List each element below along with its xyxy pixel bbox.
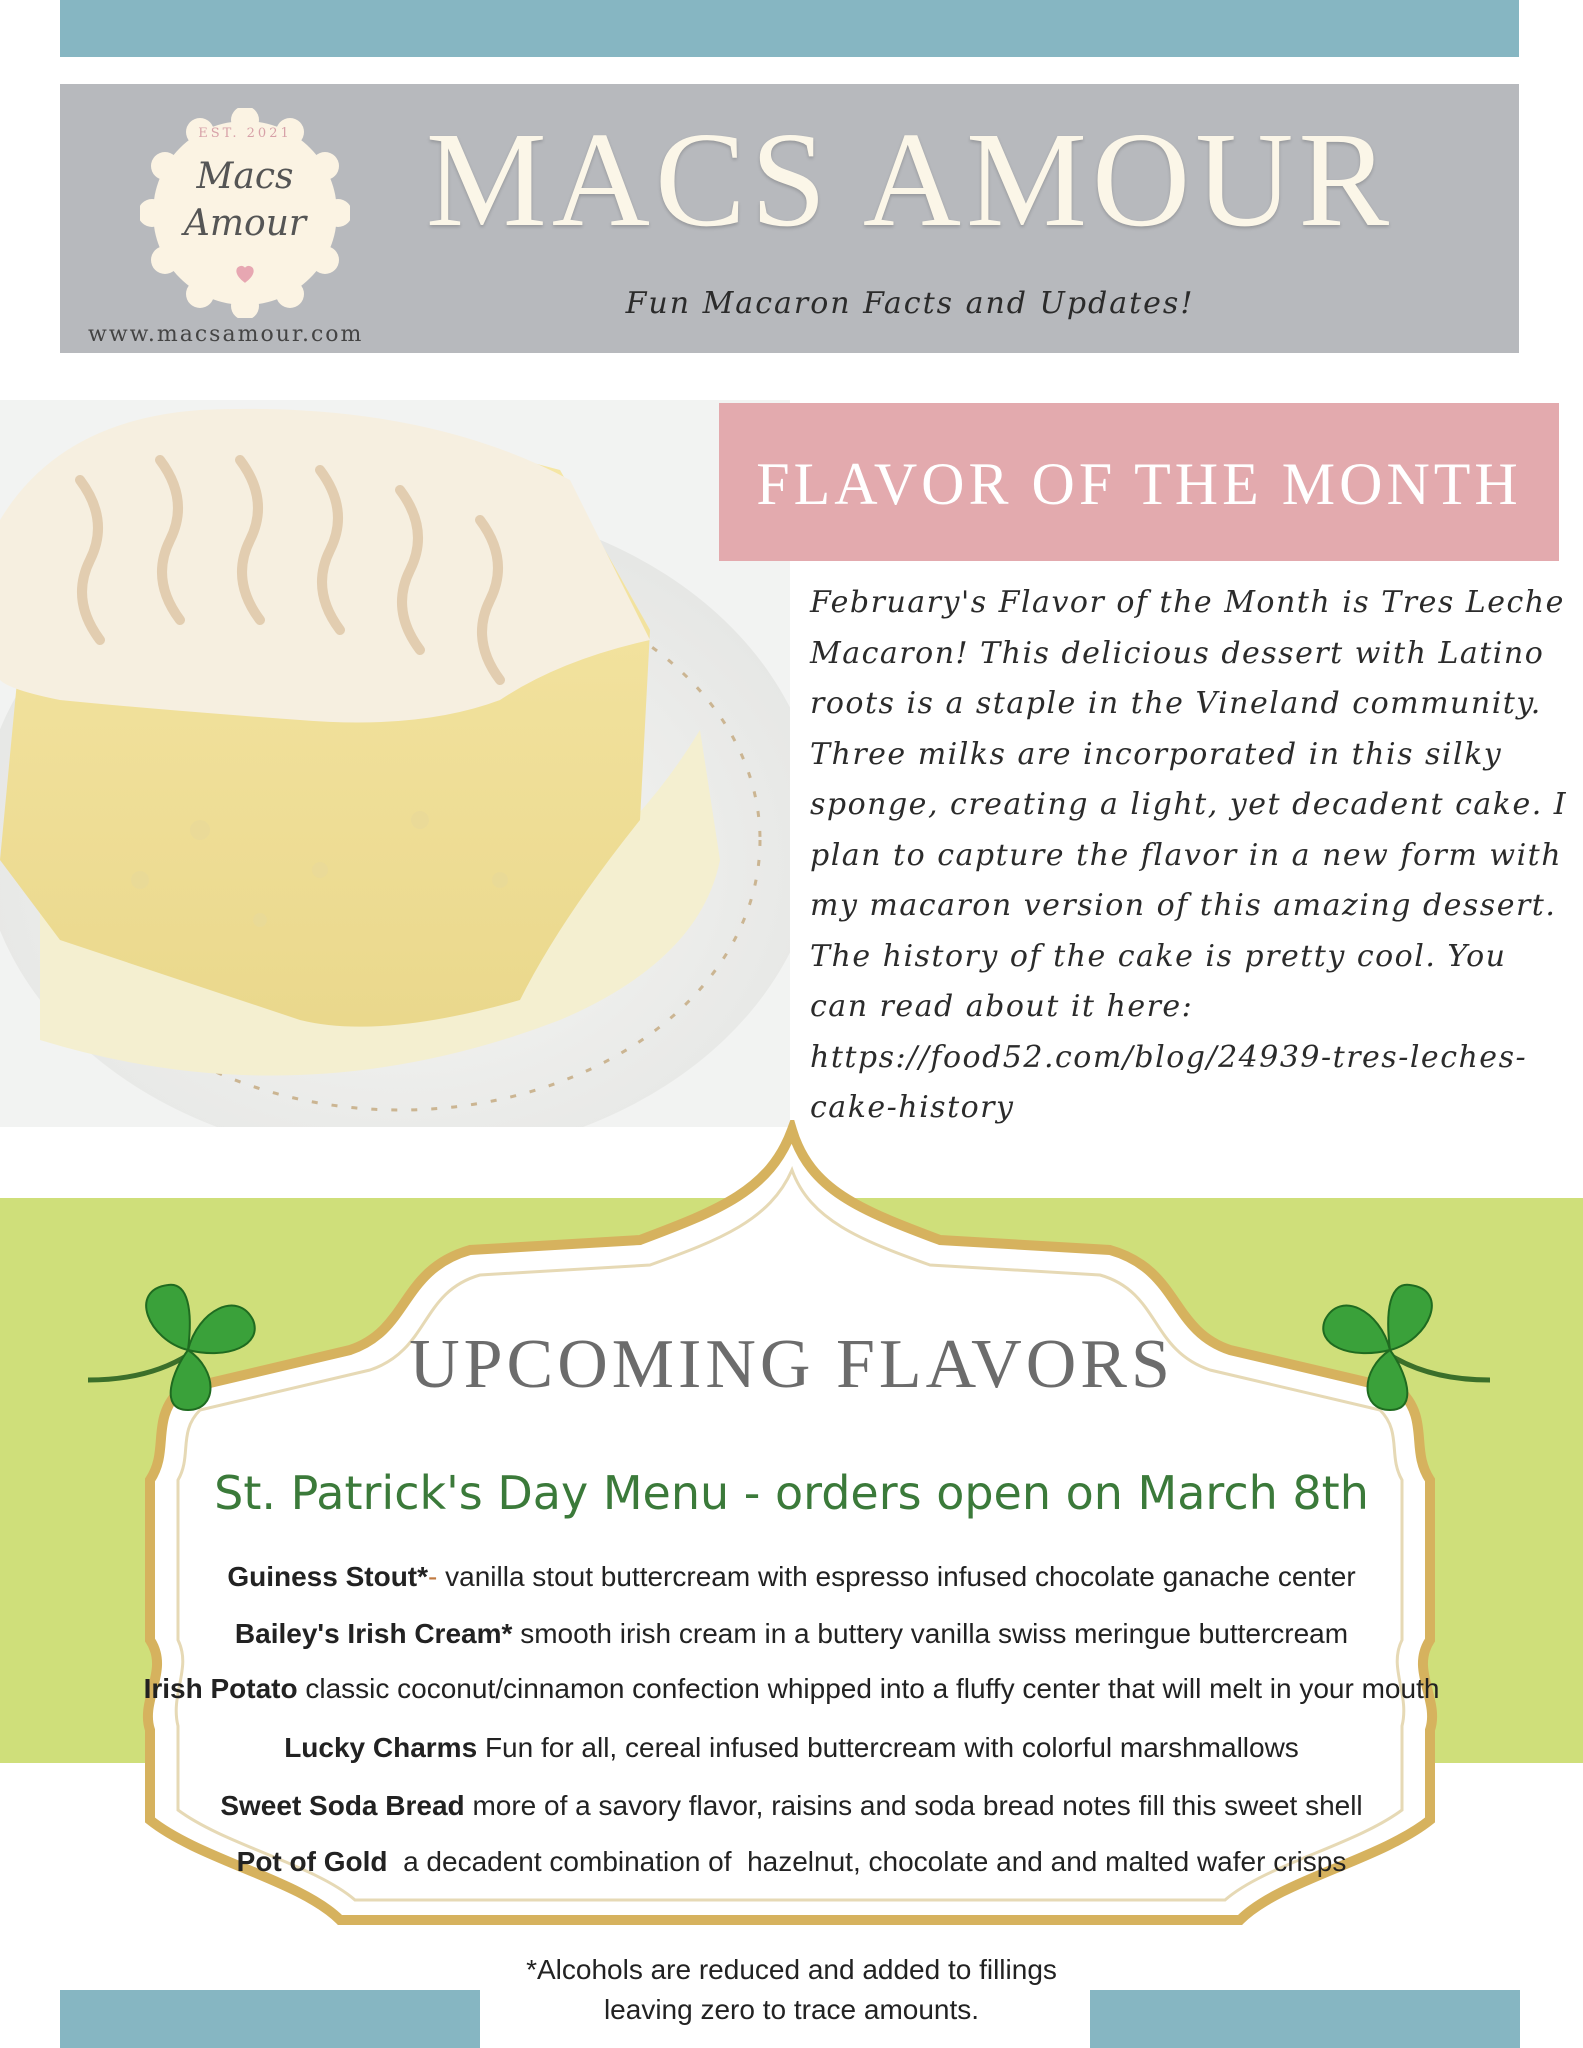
alcohol-footnote: [400, 1950, 1183, 2030]
flavor-item: [40, 1673, 1543, 1705]
flavor-item: [40, 1561, 1543, 1593]
flavor-item: [40, 1618, 1543, 1650]
flavor-name: Lucky Charms: [284, 1732, 478, 1763]
flavor-desc: classic coconut/cinnamon confection whipped into a fluffy center that will melt in your mouth: [305, 1673, 1440, 1704]
flavor-item: [40, 1846, 1543, 1878]
flavor-name: Guiness Stout*: [227, 1561, 429, 1592]
flavor-desc: Fun for all, cereal infused buttercream with colorful marshmallows: [484, 1732, 1299, 1763]
top-decorative-bar: [60, 0, 1519, 57]
footnote-line-2: leaving zero to trace amounts.: [603, 1994, 980, 2025]
flavor-name: Sweet Soda Bread: [220, 1790, 465, 1821]
flavor-of-month-body: February's Flavor of the Month is Tres Leche Macaron! This delicious dessert with Latino roots is a staple in the Vineland community. Three milks are incorporated in this silky sponge, creating a light, yet decadent cake. I plan to capture the flavor in a new form with my macaron version of this amazing dessert. The history of the cake is pretty cool. You can read about it here: https://food52.com/blog/24939-tres-leches-cake-history: [810, 585, 1568, 1125]
logo-text-macs: Macs: [196, 156, 294, 197]
flavor-item: [40, 1790, 1543, 1822]
flavor-name: Pot of Gold: [236, 1846, 388, 1877]
upcoming-flavors-title: UPCOMING FLAVORS: [409, 1326, 1174, 1403]
flavor-item: [40, 1732, 1543, 1764]
flavor-desc: a decadent combination of hazelnut, chocolate and and malted wafer crisps: [403, 1846, 1347, 1877]
flavor-sep: [388, 1846, 404, 1877]
heart-icon: [232, 260, 258, 286]
logo-text-amour: Amour: [183, 203, 307, 244]
flavor-sep: -: [428, 1561, 446, 1592]
shamrock-icon: [88, 1270, 288, 1420]
tres-leches-cake-photo: [0, 400, 790, 1127]
logo-est: EST. 2021: [198, 126, 292, 141]
page-title: MACS AMOUR: [425, 105, 1395, 255]
flavor-name: Bailey's Irish Cream*: [234, 1618, 513, 1649]
menu-subtitle: St. Patrick's Day Menu - orders open on March 8th: [214, 1466, 1369, 1520]
website-url: www.macsamour.com: [88, 322, 364, 347]
logo-badge-icon: [140, 108, 350, 318]
flavor-desc: more of a savory flavor, raisins and soda bread notes fill this sweet shell: [472, 1790, 1363, 1821]
footnote-line-1: *Alcohols are reduced and added to fillings: [526, 1954, 1057, 1985]
flavor-name: Irish Potato: [143, 1673, 298, 1704]
shamrock-icon: [1290, 1270, 1490, 1420]
flavor-desc: smooth irish cream in a buttery vanilla swiss meringue buttercream: [520, 1618, 1349, 1649]
flavor-desc: vanilla stout buttercream with espresso infused chocolate ganache center: [445, 1561, 1356, 1592]
page-subtitle: Fun Macaron Facts and Updates!: [625, 286, 1195, 321]
flavor-sep: [477, 1732, 485, 1763]
flavor-of-month-title: FLAVOR OF THE MONTH: [756, 451, 1522, 517]
